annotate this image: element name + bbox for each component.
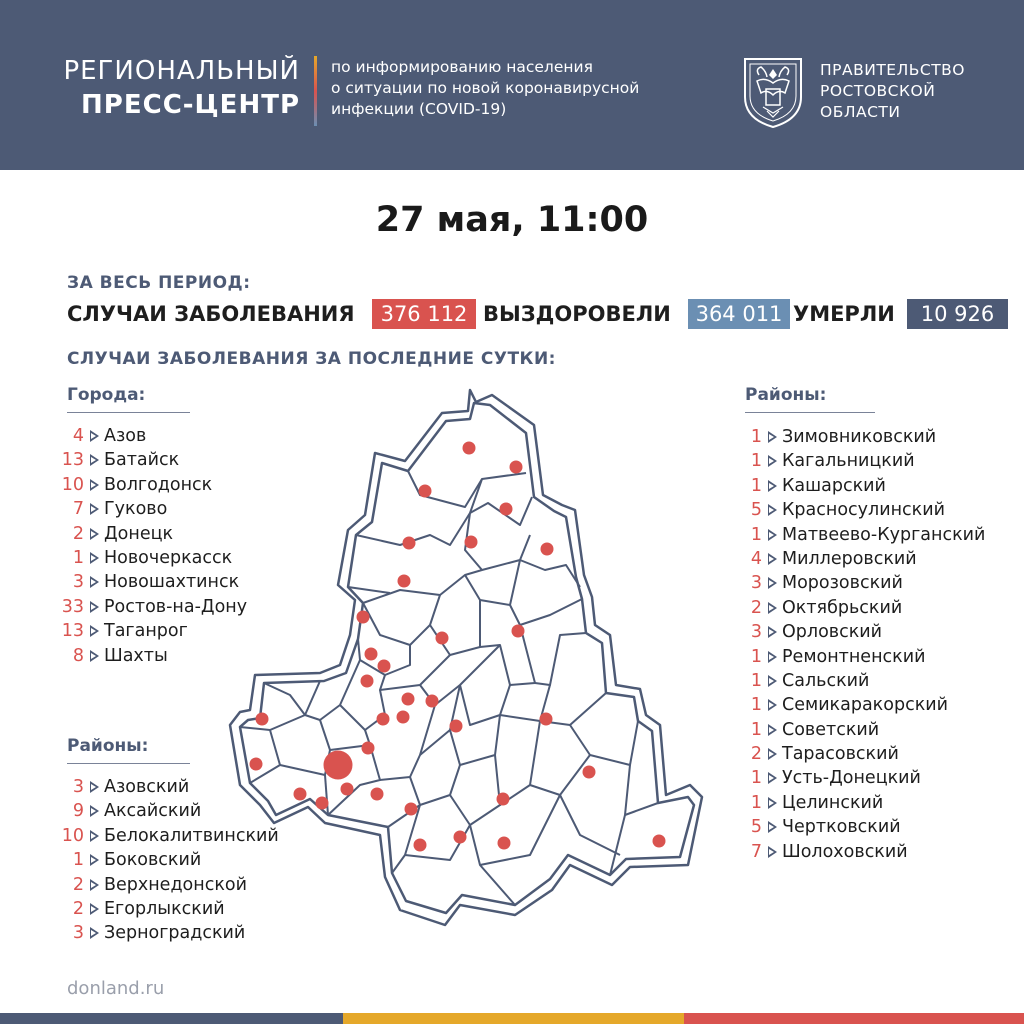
- case-marker: [497, 793, 510, 806]
- locality-name: Орловский: [782, 622, 883, 643]
- case-count: 33: [61, 596, 84, 617]
- case-count: 4: [750, 548, 762, 569]
- case-count: 10: [61, 474, 84, 495]
- recovered-badge: 364 011: [688, 299, 790, 329]
- case-count: 2: [72, 898, 84, 919]
- locality-name: Советский: [782, 719, 880, 740]
- case-marker: [403, 537, 416, 550]
- triangle-bullet-icon: [768, 480, 777, 492]
- list-item: [738, 596, 1018, 620]
- case-count: 1: [750, 719, 762, 740]
- locality-name: Семикаракорский: [782, 695, 949, 716]
- footer-stripe: [343, 1013, 684, 1024]
- case-count: 2: [72, 874, 84, 895]
- list-item: [738, 449, 1018, 473]
- case-marker: [500, 503, 513, 516]
- deaths-label: УМЕРЛИ: [793, 302, 895, 326]
- locality-name: Шолоховский: [782, 841, 908, 862]
- triangle-bullet-icon: [768, 821, 777, 833]
- locality-name: Шахты: [104, 645, 168, 666]
- government-name-line: ОБЛАСТИ: [820, 103, 901, 121]
- triangle-bullet-icon: [768, 431, 777, 443]
- list-item: [738, 498, 1018, 522]
- list-item: [738, 523, 1018, 547]
- locality-name: Азов: [104, 426, 147, 446]
- case-marker: [371, 788, 384, 801]
- districts-left-heading: Районы:: [67, 736, 190, 764]
- case-count: 1: [750, 792, 762, 813]
- triangle-bullet-icon: [90, 503, 99, 515]
- cases-label: СЛУЧАИ ЗАБОЛЕВАНИЯ: [67, 302, 355, 326]
- case-count: 1: [750, 475, 762, 496]
- case-marker: [414, 839, 427, 852]
- case-marker: [426, 695, 439, 708]
- brand-title-line2: ПРЕСС-ЦЕНТР: [81, 90, 300, 120]
- locality-name: Новочеркасск: [104, 547, 233, 568]
- case-count: 1: [750, 695, 762, 716]
- case-count: 1: [750, 524, 762, 545]
- case-count: 2: [72, 523, 84, 544]
- case-marker: [377, 713, 390, 726]
- triangle-bullet-icon: [90, 576, 99, 588]
- triangle-bullet-icon: [768, 529, 777, 541]
- locality-name: Тарасовский: [782, 744, 899, 765]
- footer-site-link[interactable]: donland.ru: [67, 978, 165, 999]
- case-count: 3: [72, 572, 84, 593]
- case-count: 13: [61, 621, 84, 642]
- case-marker: [316, 797, 329, 810]
- triangle-bullet-icon: [90, 552, 99, 564]
- case-marker: [250, 758, 263, 771]
- case-marker: [256, 713, 269, 726]
- case-marker: [498, 837, 511, 850]
- triangle-bullet-icon: [90, 625, 99, 637]
- locality-name: Верхнедонской: [104, 874, 247, 895]
- triangle-bullet-icon: [90, 430, 99, 442]
- locality-name: Октябрьский: [782, 597, 903, 618]
- list-item: [738, 766, 1018, 790]
- case-marker: [365, 648, 378, 661]
- recovered-label: ВЫЗДОРОВЕЛИ: [483, 302, 671, 326]
- triangle-bullet-icon: [768, 772, 777, 784]
- triangle-bullet-icon: [768, 602, 777, 614]
- case-count: 2: [750, 744, 762, 765]
- locality-name: Аксайский: [104, 801, 202, 822]
- triangle-bullet-icon: [90, 879, 99, 891]
- case-marker: [398, 575, 411, 588]
- case-marker: [653, 835, 666, 848]
- case-count: 1: [750, 646, 762, 667]
- case-marker: [540, 713, 553, 726]
- list-item: [738, 620, 1018, 644]
- footer-stripe: [684, 1013, 1024, 1024]
- case-count: 7: [750, 841, 762, 862]
- government-name-line: РОСТОВСКОЙ: [820, 82, 936, 100]
- case-marker: [294, 788, 307, 801]
- brand-title-line1: РЕГИОНАЛЬНЫЙ: [63, 56, 300, 86]
- locality-name: Ремонтненский: [782, 646, 926, 667]
- list-item: [738, 474, 1018, 498]
- list-item: [738, 840, 1018, 864]
- locality-name: Боковский: [104, 850, 202, 871]
- case-marker: [463, 442, 476, 455]
- list-item: [738, 815, 1018, 839]
- triangle-bullet-icon: [90, 854, 99, 866]
- list-item: [738, 742, 1018, 766]
- case-count: 5: [750, 500, 762, 521]
- government-name: [820, 60, 965, 123]
- cases-badge: 376 112: [372, 299, 476, 329]
- case-count: 1: [72, 547, 84, 568]
- header-description-line: о ситуации по новой коронавирусной: [331, 79, 640, 97]
- case-count: 8: [72, 645, 84, 666]
- triangle-bullet-icon: [768, 797, 777, 809]
- locality-name: Матвеево-Курганский: [782, 524, 986, 545]
- region-outline: [230, 390, 702, 925]
- locality-name: Белокалитвинский: [104, 825, 279, 846]
- triangle-bullet-icon: [768, 504, 777, 516]
- last-day-label: СЛУЧАИ ЗАБОЛЕВАНИЯ ЗА ПОСЛЕДНИЕ СУТКИ:: [67, 349, 556, 369]
- case-marker: [341, 783, 354, 796]
- header-description: [331, 57, 711, 120]
- locality-name: Кагальницкий: [782, 451, 915, 472]
- locality-name: Азовский: [104, 777, 190, 797]
- report-date: 27 мая, 11:00: [375, 200, 649, 240]
- case-marker: [541, 543, 554, 556]
- case-count: 7: [72, 499, 84, 520]
- triangle-bullet-icon: [768, 699, 777, 711]
- locality-name: Кашарский: [782, 475, 886, 496]
- case-count: 13: [61, 450, 84, 471]
- locality-name: Усть-Донецкий: [782, 768, 921, 789]
- case-count: 5: [750, 817, 762, 838]
- locality-name: Миллеровский: [782, 548, 917, 569]
- header-divider: [314, 56, 317, 126]
- region-map: [220, 385, 730, 935]
- case-marker: [454, 831, 467, 844]
- triangle-bullet-icon: [768, 675, 777, 687]
- triangle-bullet-icon: [768, 577, 777, 589]
- triangle-bullet-icon: [90, 454, 99, 466]
- list-item: [738, 425, 1018, 449]
- case-marker: [419, 485, 432, 498]
- case-marker: [405, 803, 418, 816]
- locality-name: Гуково: [104, 499, 168, 520]
- case-count: 1: [750, 670, 762, 691]
- list-item: [738, 669, 1018, 693]
- list-item: [738, 718, 1018, 742]
- header-description-line: инфекции (COVID-19): [331, 100, 507, 118]
- locality-name: Зерноградский: [104, 923, 246, 944]
- locality-name: Сальский: [782, 670, 870, 691]
- period-label: ЗА ВЕСЬ ПЕРИОД:: [67, 273, 251, 293]
- case-count: 3: [72, 777, 84, 797]
- case-count: 9: [72, 801, 84, 822]
- triangle-bullet-icon: [90, 601, 99, 613]
- list-item: [738, 693, 1018, 717]
- triangle-bullet-icon: [768, 553, 777, 565]
- case-marker: [510, 461, 523, 474]
- triangle-bullet-icon: [90, 927, 99, 939]
- locality-name: Новошахтинск: [104, 572, 240, 593]
- case-count: 1: [750, 427, 762, 447]
- case-count: 1: [750, 768, 762, 789]
- case-marker: [436, 632, 449, 645]
- case-marker-large: [324, 751, 353, 780]
- triangle-bullet-icon: [90, 903, 99, 915]
- case-count: 4: [72, 426, 84, 446]
- locality-name: Целинский: [782, 792, 884, 813]
- case-marker: [512, 625, 525, 638]
- triangle-bullet-icon: [90, 528, 99, 540]
- case-marker: [378, 660, 391, 673]
- locality-name: Красносулинский: [782, 500, 945, 521]
- locality-name: Морозовский: [782, 573, 903, 594]
- case-marker: [465, 536, 478, 549]
- case-marker: [361, 675, 374, 688]
- case-marker: [583, 766, 596, 779]
- locality-name: Егорлыкский: [104, 898, 225, 919]
- case-marker: [357, 611, 370, 624]
- triangle-bullet-icon: [768, 748, 777, 760]
- districts-right-heading: Районы:: [745, 385, 875, 413]
- case-marker: [362, 742, 375, 755]
- header-description-line: по информированию населения: [331, 58, 593, 76]
- case-count: 2: [750, 597, 762, 618]
- triangle-bullet-icon: [768, 846, 777, 858]
- triangle-bullet-icon: [90, 479, 99, 491]
- case-count: 3: [72, 923, 84, 944]
- triangle-bullet-icon: [90, 781, 99, 793]
- locality-name: Таганрог: [104, 621, 188, 642]
- triangle-bullet-icon: [768, 455, 777, 467]
- case-marker: [450, 720, 463, 733]
- case-marker: [397, 711, 410, 724]
- triangle-bullet-icon: [90, 650, 99, 662]
- deaths-badge: 10 926: [907, 299, 1008, 329]
- case-count: 3: [750, 622, 762, 643]
- locality-name: Зимовниковский: [782, 427, 937, 447]
- triangle-bullet-icon: [90, 805, 99, 817]
- case-count: 1: [72, 850, 84, 871]
- footer-stripe: [0, 1013, 343, 1024]
- case-count: 1: [750, 451, 762, 472]
- list-item: [738, 645, 1018, 669]
- list-item: [738, 547, 1018, 571]
- locality-name: Батайск: [104, 450, 180, 471]
- locality-name: Донецк: [104, 523, 174, 544]
- triangle-bullet-icon: [768, 626, 777, 638]
- locality-name: Чертковский: [782, 817, 901, 838]
- districts-right-list: [738, 425, 1018, 864]
- triangle-bullet-icon: [90, 830, 99, 842]
- triangle-bullet-icon: [768, 724, 777, 736]
- list-item: [738, 791, 1018, 815]
- coat-of-arms-icon: [739, 53, 807, 131]
- case-marker: [402, 693, 415, 706]
- locality-name: Ростов-на-Дону: [104, 596, 248, 617]
- locality-name: Волгодонск: [104, 474, 213, 495]
- header-banner: [0, 0, 1024, 170]
- case-count: 10: [61, 825, 84, 846]
- list-item: [738, 571, 1018, 595]
- triangle-bullet-icon: [768, 651, 777, 663]
- cities-heading: Города:: [67, 385, 190, 413]
- case-count: 3: [750, 573, 762, 594]
- government-name-line: ПРАВИТЕЛЬСТВО: [820, 61, 966, 79]
